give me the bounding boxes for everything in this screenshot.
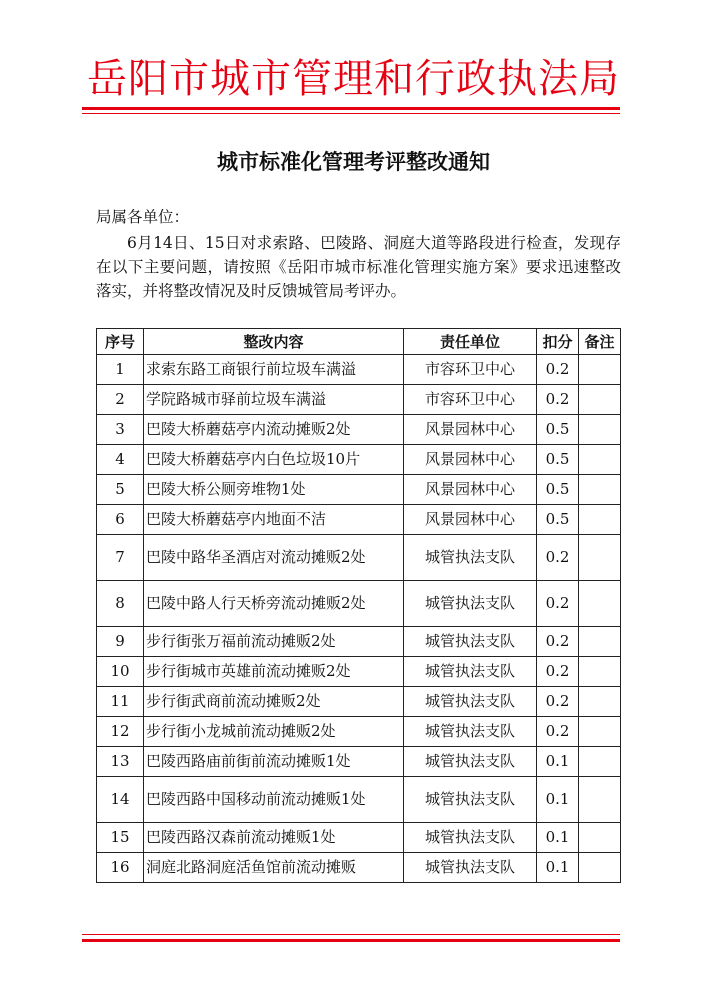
cell-number: 14 [97, 777, 144, 823]
table-row [97, 717, 621, 747]
table-row [97, 657, 621, 687]
cell-content: 巴陵中路华圣酒店对流动摊贩2处 [144, 535, 404, 581]
cell-number: 9 [97, 627, 144, 657]
table-row [97, 823, 621, 853]
cell-note [579, 505, 621, 535]
col-header-unit: 责任单位 [404, 329, 537, 355]
table-row [97, 505, 621, 535]
cell-content: 步行街张万福前流动摊贩2处 [144, 627, 404, 657]
cell-content: 巴陵大桥蘑菇亭内白色垃圾10片 [144, 445, 404, 475]
cell-unit: 城管执法支队 [404, 747, 537, 777]
cell-unit: 风景园林中心 [404, 505, 537, 535]
cell-note [579, 385, 621, 415]
cell-number: 8 [97, 581, 144, 627]
cell-score: 0.2 [537, 657, 579, 687]
rectification-table [96, 328, 621, 883]
col-header-content: 整改内容 [144, 329, 404, 355]
cell-unit: 市容环卫中心 [404, 385, 537, 415]
cell-number: 16 [97, 853, 144, 883]
table-row [97, 777, 621, 823]
cell-score: 0.2 [537, 581, 579, 627]
cell-content: 步行街小龙城前流动摊贩2处 [144, 717, 404, 747]
footer-rule-thick [82, 939, 620, 942]
cell-unit: 城管执法支队 [404, 717, 537, 747]
cell-score: 0.1 [537, 823, 579, 853]
cell-note [579, 475, 621, 505]
cell-note [579, 627, 621, 657]
notice-salutation: 局属各单位： [96, 208, 190, 226]
cell-score: 0.1 [537, 777, 579, 823]
cell-number: 1 [97, 355, 144, 385]
col-header-score: 扣分 [537, 329, 579, 355]
cell-score: 0.5 [537, 505, 579, 535]
cell-number: 6 [97, 505, 144, 535]
cell-unit: 城管执法支队 [404, 853, 537, 883]
cell-number: 15 [97, 823, 144, 853]
cell-score: 0.2 [537, 535, 579, 581]
cell-unit: 风景园林中心 [404, 415, 537, 445]
cell-content: 巴陵西路中国移动前流动摊贩1处 [144, 777, 404, 823]
cell-content: 巴陵西路庙前街前流动摊贩1处 [144, 747, 404, 777]
table-row [97, 747, 621, 777]
cell-note [579, 687, 621, 717]
cell-unit: 风景园林中心 [404, 445, 537, 475]
table-row [97, 627, 621, 657]
cell-unit: 城管执法支队 [404, 777, 537, 823]
footer-rule-thin [82, 934, 620, 935]
table-row [97, 687, 621, 717]
cell-unit: 城管执法支队 [404, 627, 537, 657]
cell-unit: 城管执法支队 [404, 535, 537, 581]
cell-unit: 城管执法支队 [404, 657, 537, 687]
cell-number: 4 [97, 445, 144, 475]
col-header-note: 备注 [579, 329, 621, 355]
cell-unit: 风景园林中心 [404, 475, 537, 505]
cell-content: 巴陵大桥蘑菇亭内流动摊贩2处 [144, 415, 404, 445]
table-row [97, 853, 621, 883]
table-header-row [97, 329, 621, 355]
cell-content: 巴陵西路汉森前流动摊贩1处 [144, 823, 404, 853]
cell-number: 7 [97, 535, 144, 581]
cell-content: 巴陵大桥公厕旁堆物1处 [144, 475, 404, 505]
cell-score: 0.1 [537, 853, 579, 883]
cell-number: 5 [97, 475, 144, 505]
table-row [97, 355, 621, 385]
cell-unit: 市容环卫中心 [404, 355, 537, 385]
cell-score: 0.2 [537, 385, 579, 415]
cell-unit: 城管执法支队 [404, 823, 537, 853]
cell-note [579, 581, 621, 627]
cell-content: 步行街武商前流动摊贩2处 [144, 687, 404, 717]
cell-unit: 城管执法支队 [404, 687, 537, 717]
table-row [97, 475, 621, 505]
cell-number: 3 [97, 415, 144, 445]
cell-note [579, 535, 621, 581]
table-body [97, 355, 621, 883]
cell-note [579, 355, 621, 385]
cell-number: 2 [97, 385, 144, 415]
cell-note [579, 657, 621, 687]
table-row [97, 445, 621, 475]
col-header-number: 序号 [97, 329, 144, 355]
cell-content: 洞庭北路洞庭活鱼馆前流动摊贩 [144, 853, 404, 883]
notice-body: 6月14日、15日对求索路、巴陵路、洞庭大道等路段进行检查，发现存在以下主要问题，请按照《岳阳市城市标准化管理实施方案》要求迅速整改落实，并将整改情况及时反馈城管局考评办。 [96, 234, 621, 300]
cell-number: 11 [97, 687, 144, 717]
cell-note [579, 823, 621, 853]
cell-note [579, 853, 621, 883]
cell-content: 步行街城市英雄前流动摊贩2处 [144, 657, 404, 687]
cell-content: 学院路城市驿前垃圾车满溢 [144, 385, 404, 415]
letterhead-rule-thick [82, 107, 620, 110]
letterhead-title: 岳阳市城市管理和行政执法局 [87, 56, 620, 102]
notice-title: 城市标准化管理考评整改通知 [217, 150, 490, 174]
cell-score: 0.2 [537, 355, 579, 385]
table-row [97, 385, 621, 415]
cell-number: 13 [97, 747, 144, 777]
cell-note [579, 415, 621, 445]
cell-note [579, 777, 621, 823]
cell-note [579, 717, 621, 747]
cell-content: 求索东路工商银行前垃圾车满溢 [144, 355, 404, 385]
cell-score: 0.5 [537, 415, 579, 445]
cell-score: 0.5 [537, 475, 579, 505]
cell-score: 0.2 [537, 627, 579, 657]
cell-score: 0.1 [537, 747, 579, 777]
cell-note [579, 445, 621, 475]
cell-unit: 城管执法支队 [404, 581, 537, 627]
table-row [97, 581, 621, 627]
cell-note [579, 747, 621, 777]
cell-number: 10 [97, 657, 144, 687]
letterhead-rule-thin [82, 113, 620, 114]
cell-content: 巴陵大桥蘑菇亭内地面不洁 [144, 505, 404, 535]
table-row [97, 535, 621, 581]
cell-number: 12 [97, 717, 144, 747]
cell-score: 0.5 [537, 445, 579, 475]
table-row [97, 415, 621, 445]
cell-content: 巴陵中路人行天桥旁流动摊贩2处 [144, 581, 404, 627]
cell-score: 0.2 [537, 687, 579, 717]
cell-score: 0.2 [537, 717, 579, 747]
